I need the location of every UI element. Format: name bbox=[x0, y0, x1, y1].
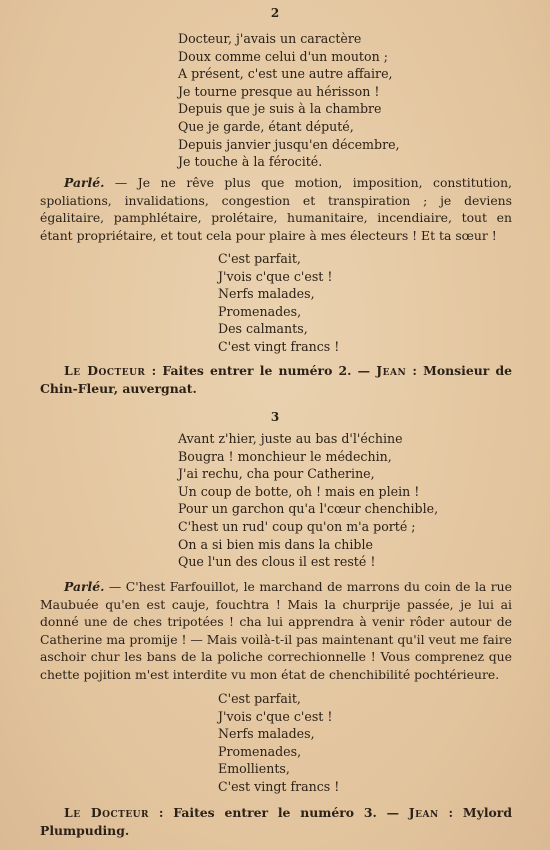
speaker-name: Le Docteur bbox=[64, 363, 146, 378]
verse-line: Depuis que je suis à la chambre bbox=[178, 101, 382, 117]
verse-line: Un coup de botte, oh ! mais en plein ! bbox=[178, 483, 420, 499]
refrain-line: Nerfs malades, bbox=[218, 286, 315, 302]
verse-block-2 bbox=[178, 30, 400, 171]
verse-line: Que l'un des clous il est resté ! bbox=[178, 554, 376, 570]
stage-direction-2 bbox=[40, 804, 512, 839]
speaker-name: Jean bbox=[376, 363, 407, 378]
refrain-line: Nerfs malades, bbox=[218, 726, 315, 742]
verse-line: Docteur, j'avais un caractère bbox=[178, 31, 362, 46]
verse-line: Pour un garchon qu'a l'cœur chenchible, bbox=[178, 501, 439, 517]
verse-line: J'ai rechu, cha pour Catherine, bbox=[178, 466, 375, 482]
refrain-line: Emollients, bbox=[218, 761, 290, 777]
refrain-block-1 bbox=[218, 250, 339, 356]
spoken-label: Parlé. bbox=[64, 579, 105, 594]
refrain-line: C'est parfait, bbox=[218, 251, 301, 266]
stage-text: : Faites entrer le numéro 2. — bbox=[145, 363, 377, 378]
spoken-text: — C'hest Farfouillot, le marchand de marrons du coin de la rue Maubuée qu'en est cauje, fouchtra ! Mais la churprije passée, je lui ai donné une de ches tripotées ! cha lui apprendra à venir rôder autour de Catherine ma promije ! — Mais voilà-t-il pas maintenant qu'il veut me faire aschoir chur les bans de la poliche correchionnelle ! Vous comprenez que chette pojition m'est interdite vu mon état de chenchibilité pochtérieure. bbox=[40, 579, 512, 682]
verse-line: On a si bien mis dans la chible bbox=[178, 536, 373, 552]
verse-line: C'hest un rud' coup qu'on m'a porté ; bbox=[178, 518, 416, 534]
spoken-paragraph-2 bbox=[40, 578, 512, 684]
section-number-3: 3 bbox=[270, 410, 280, 424]
spoken-paragraph-1 bbox=[40, 174, 512, 244]
verse-line: Doux comme celui d'un mouton ; bbox=[178, 48, 388, 64]
verse-line: A présent, c'est une autre affaire, bbox=[178, 66, 393, 82]
verse-line: Je tourne presque au hérisson ! bbox=[178, 83, 380, 99]
stage-text: : Faites entrer le numéro 3. — bbox=[149, 805, 409, 820]
verse-line: Depuis janvier jusqu'en décembre, bbox=[178, 136, 400, 152]
refrain-line: C'est vingt francs ! bbox=[218, 778, 340, 794]
section-number-2: 2 bbox=[270, 6, 280, 20]
stage-text: : Monsieur de Chin-Fleur, auvergnat. bbox=[40, 363, 513, 396]
stage-direction-1 bbox=[40, 362, 512, 397]
refrain-line: J'vois c'que c'est ! bbox=[218, 268, 333, 284]
stage-text: : Mylord Plumpuding. bbox=[40, 805, 512, 838]
verse-line: Bougra ! monchieur le médechin, bbox=[178, 448, 392, 464]
speaker-name: Le Docteur bbox=[64, 805, 150, 820]
refrain-line: C'est parfait, bbox=[218, 691, 301, 706]
refrain-line: J'vois c'que c'est ! bbox=[218, 708, 333, 724]
verse-line: Que je garde, étant député, bbox=[178, 118, 354, 134]
refrain-line: C'est vingt francs ! bbox=[218, 338, 340, 354]
verse-block-3 bbox=[178, 430, 438, 571]
refrain-line: Promenades, bbox=[218, 743, 302, 759]
spoken-text: — Je ne rêve plus que motion, imposition, constitution, spoliations, invalidations, congestion et transpiration ; je deviens égalitaire, pamphlétaire, prolétaire, humanitaire, incendiaire, tout en étant propriétaire, et tout cela pour plaire à mes électeurs ! Et ta sœur ! bbox=[40, 175, 512, 243]
spoken-label: Parlé. bbox=[64, 175, 105, 190]
verse-line: Avant z'hier, juste au bas d'l'échine bbox=[178, 431, 403, 446]
refrain-line: Des calmants, bbox=[218, 321, 308, 337]
refrain-block-2 bbox=[218, 690, 339, 796]
refrain-line: Promenades, bbox=[218, 303, 302, 319]
speaker-name: Jean bbox=[408, 805, 439, 820]
verse-line: Je touche à la férocité. bbox=[178, 154, 323, 170]
